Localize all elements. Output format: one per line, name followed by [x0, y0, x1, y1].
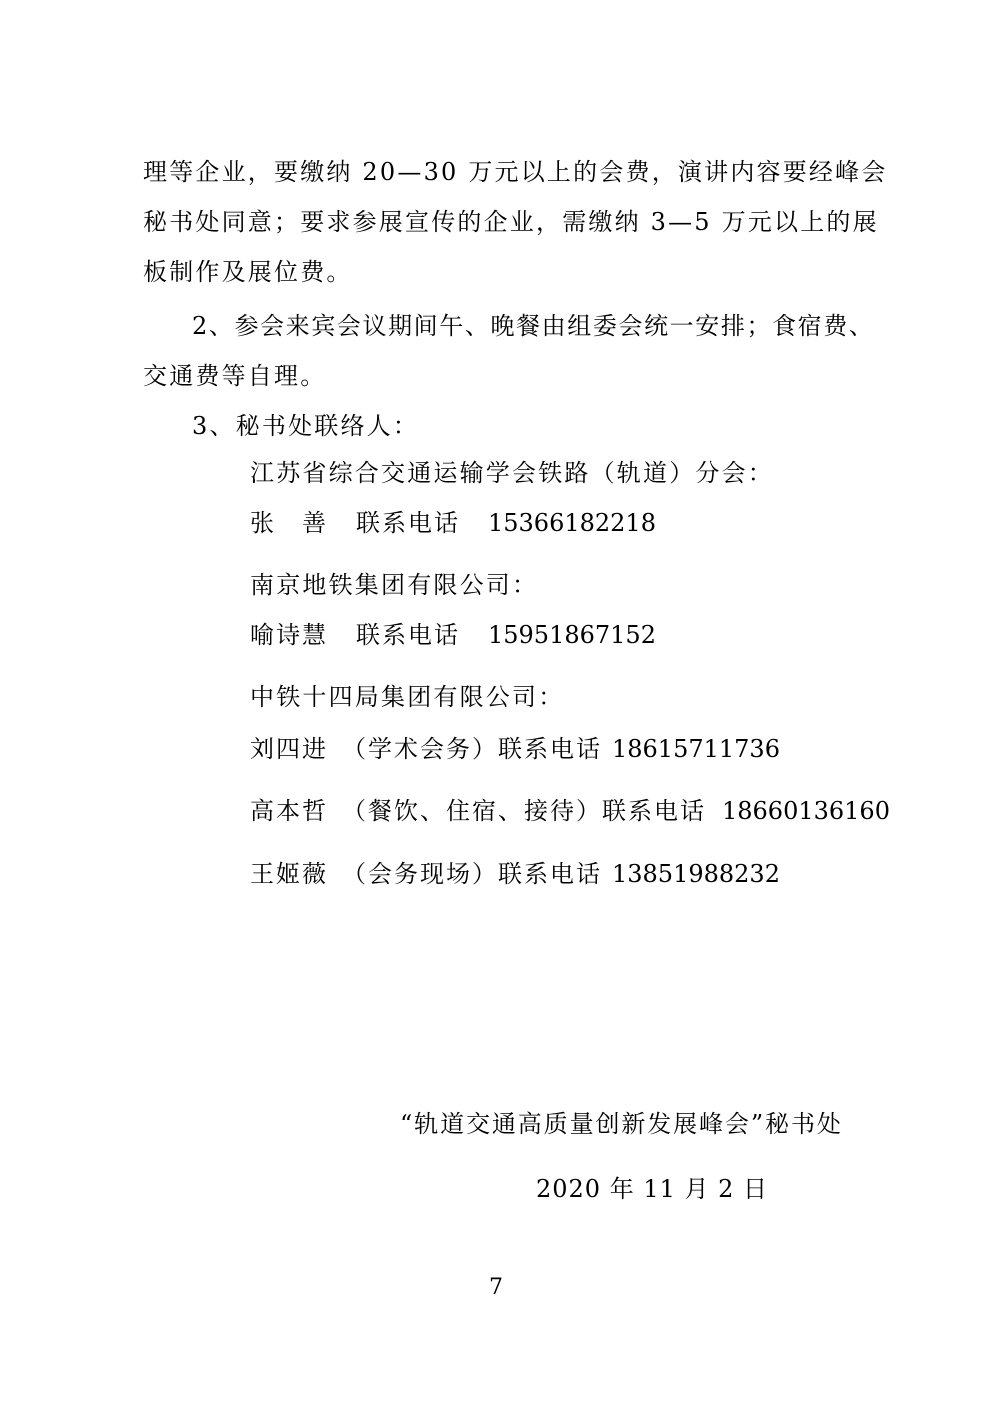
- org-1-contact-row: [250, 508, 656, 538]
- org-1-name: 江苏省综合交通运输学会铁路（轨道）分会：: [250, 459, 774, 487]
- contact-phone: 18660136160: [722, 797, 890, 825]
- paragraph-2-line-1: 2、参会来宾会议期间午、晚餐由组委会统一安排；食宿费、: [192, 312, 875, 340]
- contact-role-label: （学术会务）联系电话: [342, 735, 602, 763]
- org-2-name: 南京地铁集团有限公司：: [250, 571, 539, 599]
- contact-person: 王姬薇: [250, 860, 328, 888]
- contact-phone: 18615711736: [612, 735, 780, 763]
- contacts-heading: 3、秘书处联络人：: [192, 412, 420, 440]
- org-3-name: 中铁十四局集团有限公司：: [250, 683, 565, 711]
- contact-label: 联系电话: [356, 621, 460, 649]
- contact-label: 联系电话: [356, 509, 460, 537]
- contact-person: 高本哲: [250, 797, 328, 825]
- signature-date: 2020 年 11 月 2 日: [536, 1175, 769, 1203]
- org-3-contact-row-2: [250, 796, 890, 826]
- contact-role-label: （会务现场）联系电话: [342, 860, 602, 888]
- paragraph-1-line-2: 秘书处同意；要求参展宣传的企业，需缴纳 3—5 万元以上的展: [143, 208, 879, 236]
- paragraph-2-line-2: 交通费等自理。: [143, 362, 327, 390]
- signature-organization: “轨道交通高质量创新发展峰会”秘书处: [400, 1110, 843, 1138]
- contact-person: 张 善: [250, 509, 328, 537]
- paragraph-1-line-1: 理等企业，要缴纳 20—30 万元以上的会费，演讲内容要经峰会: [143, 158, 888, 186]
- contact-role-label: （餐饮、住宿、接待）联系电话: [342, 797, 706, 825]
- contact-phone: 15951867152: [488, 621, 656, 649]
- page-number: 7: [489, 1275, 503, 1300]
- org-3-contact-row-3: [250, 859, 780, 889]
- contact-person: 喻诗慧: [250, 621, 328, 649]
- contact-phone: 15366182218: [488, 509, 656, 537]
- org-2-contact-row: [250, 620, 656, 650]
- contact-phone: 13851988232: [612, 860, 780, 888]
- org-3-contact-row-1: [250, 734, 780, 764]
- contact-person: 刘四进: [250, 735, 328, 763]
- paragraph-1-line-3: 板制作及展位费。: [143, 258, 353, 286]
